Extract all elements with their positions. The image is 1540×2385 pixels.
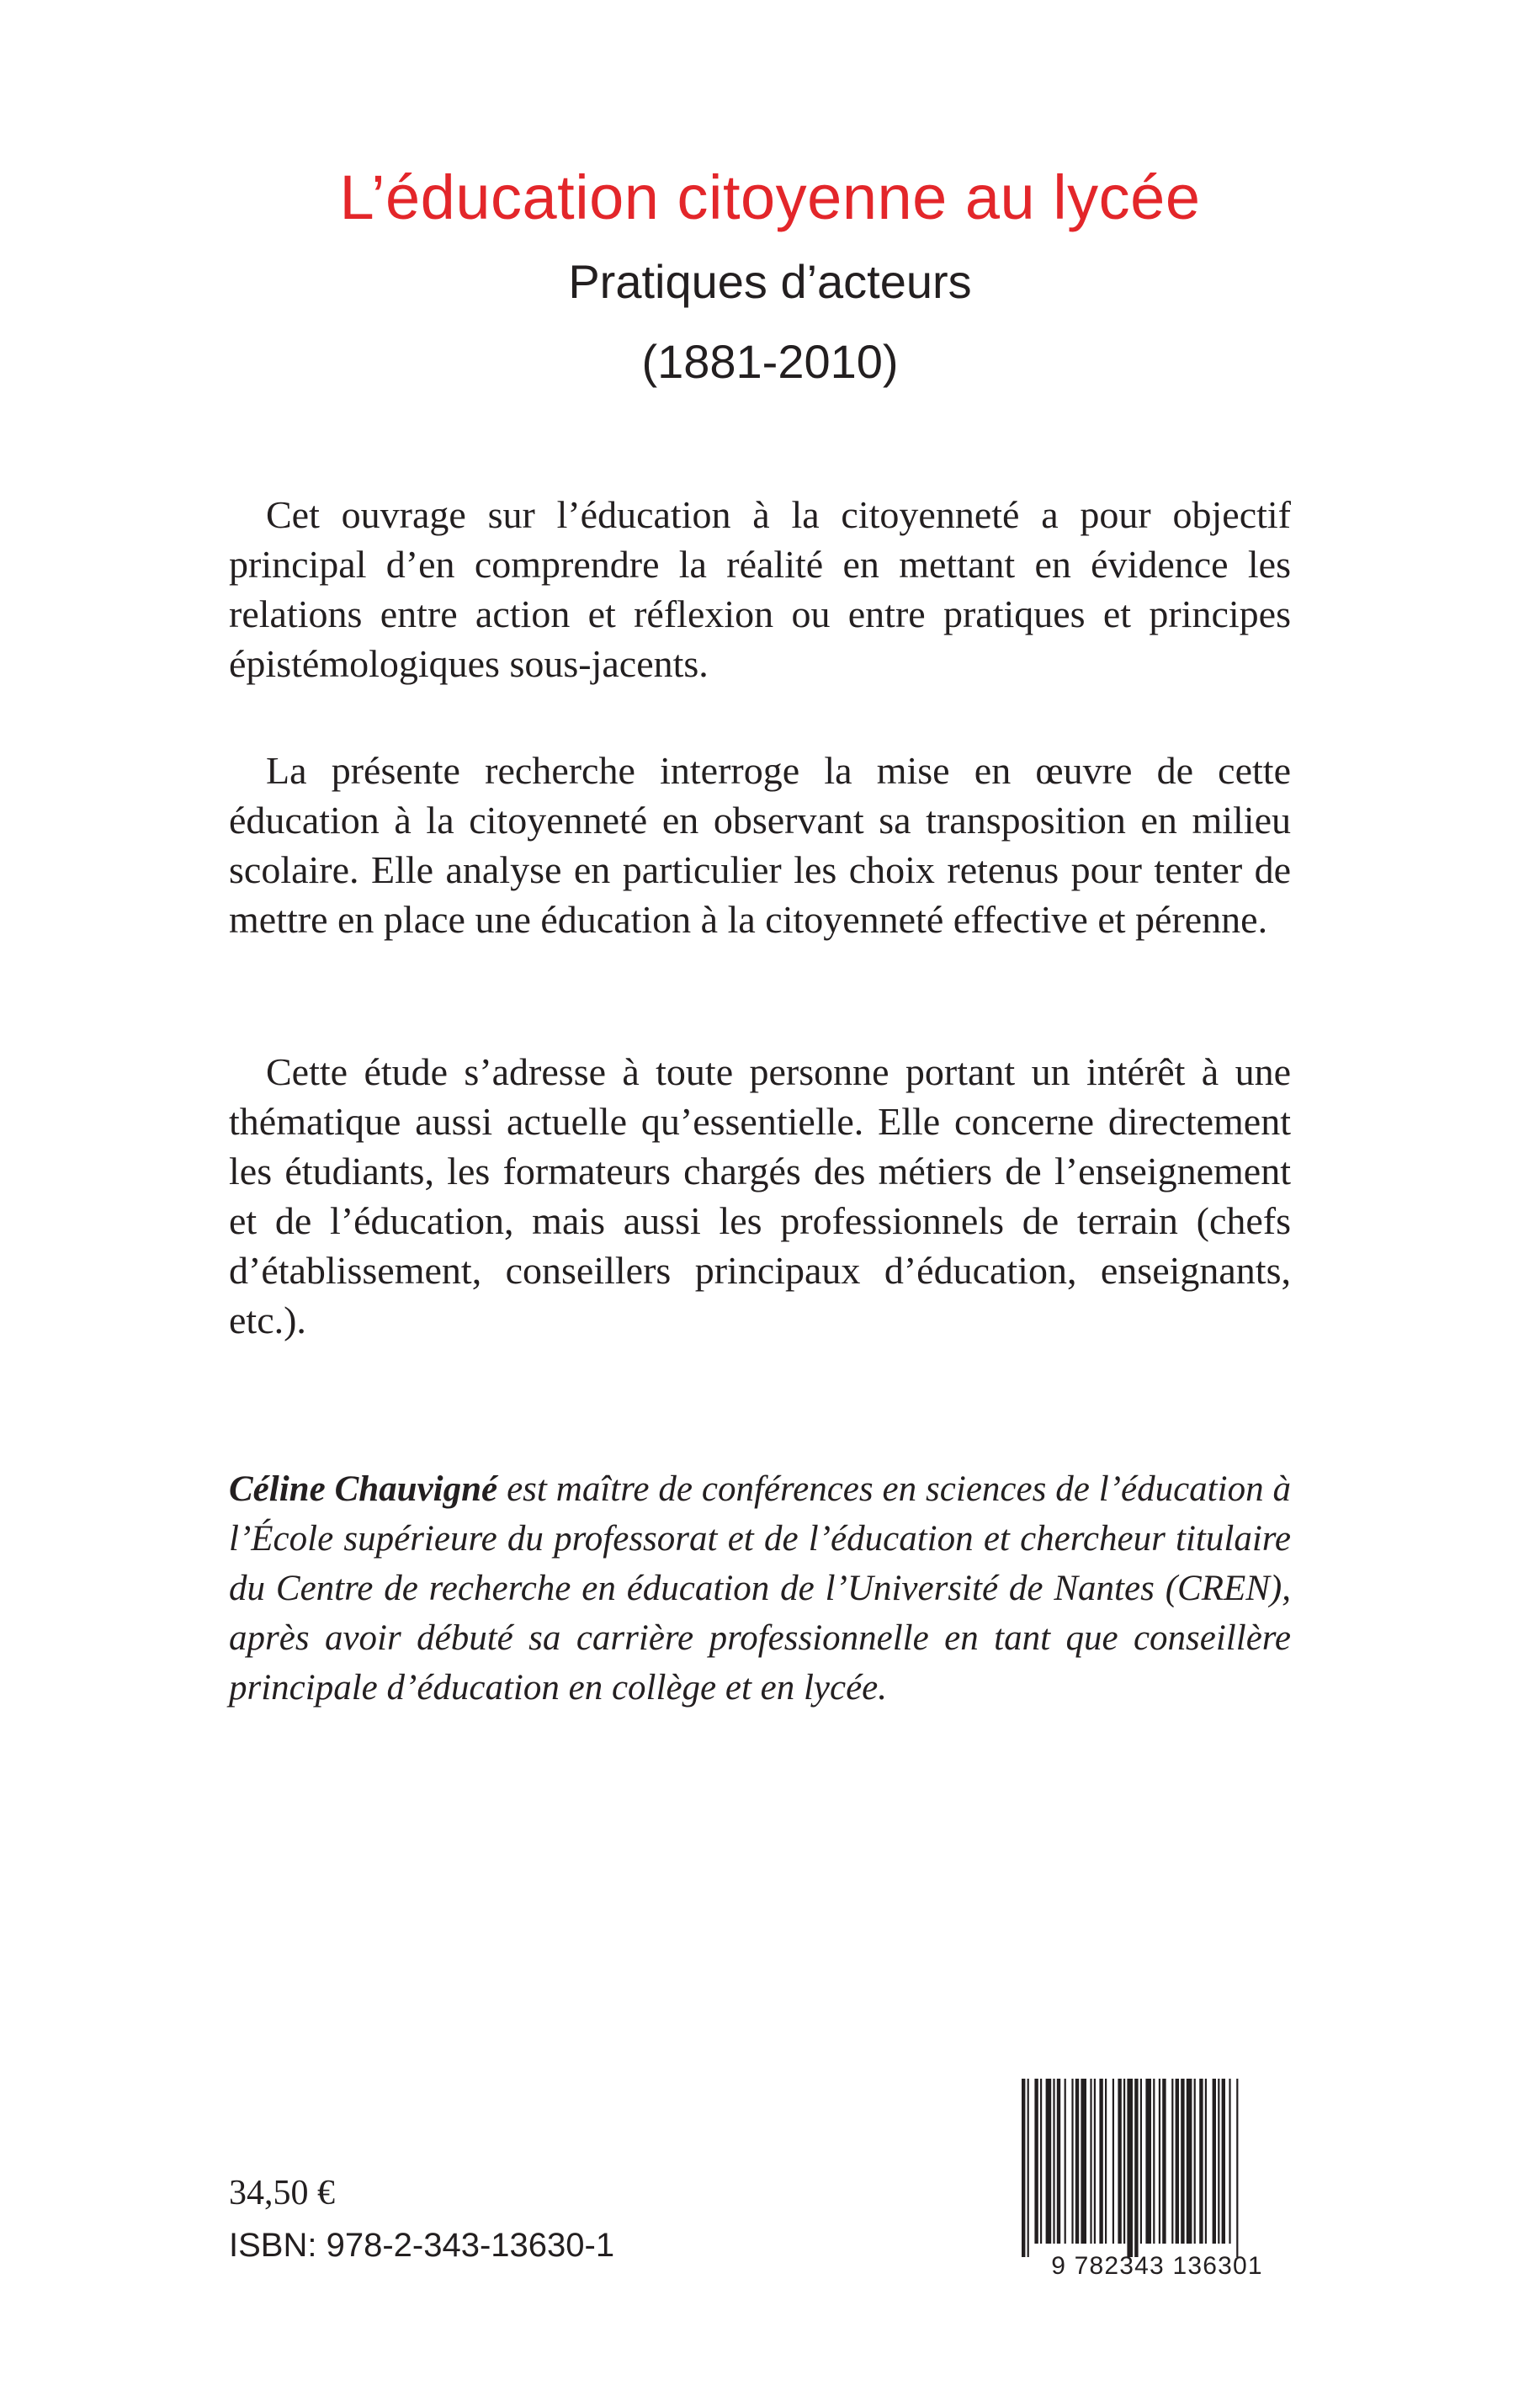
barcode-bar — [1153, 2079, 1155, 2244]
barcode-bar — [1053, 2079, 1054, 2244]
barcode-bar — [1194, 2079, 1196, 2244]
book-price: 34,50 € — [229, 2174, 335, 2212]
barcode-bar — [1022, 2079, 1025, 2257]
author-bio — [229, 1464, 1291, 1713]
barcode-bar — [1105, 2079, 1107, 2244]
barcode-bar — [1071, 2079, 1073, 2244]
barcode-bar — [1140, 2079, 1142, 2244]
barcode-bar — [1028, 2079, 1029, 2257]
barcode-bar — [1090, 2079, 1091, 2244]
book-title: L’éducation citoyenne au lycée — [339, 162, 1201, 232]
barcode-bar — [1145, 2079, 1151, 2244]
book-subtitle: Pratiques d’acteurs — [568, 255, 972, 308]
barcode-bar — [1187, 2079, 1192, 2244]
barcode-bar — [1229, 2079, 1230, 2244]
barcode-digits: 9 782343 136301 — [1051, 2252, 1263, 2280]
barcode-bar — [1065, 2079, 1066, 2244]
barcode-bar — [1034, 2079, 1038, 2244]
barcode-bar — [1162, 2079, 1166, 2244]
barcode-bar — [1205, 2079, 1207, 2244]
author-name: Céline Chauvigné — [229, 1469, 498, 1509]
barcode — [1010, 2079, 1304, 2281]
book-isbn: ISBN: 978-2-343-13630-1 — [229, 2227, 615, 2264]
author-bio-text: est maître de conférences en sciences de l’éducation à l’École supérieure du professorat et de l’éducation et chercheur titulaire du Centre de recherche en éducation de l’Université de Nantes (CREN), après avoir débuté sa carrière professionnelle en tant que conseillère principale d’éducation en collège et en lycée. — [229, 1469, 1292, 1708]
barcode-bar — [1113, 2079, 1114, 2244]
barcode-bar — [1222, 2079, 1225, 2244]
barcode-bar — [1171, 2079, 1173, 2244]
cover-header — [0, 151, 1540, 404]
barcode-bar — [1213, 2079, 1216, 2244]
barcode-bar — [1094, 2079, 1096, 2244]
summary-paragraph-3: Cette étude s’adresse à toute personne portant un intérêt à une thématique aussi actuelle qu’essentielle. Elle concerne directement les étudiants, les formateurs chargés des métiers de l’enseignement et de l’éducation, mais aussi les professionnels de terrain (chefs d’établissement, conseillers principaux d’éducation, enseignants, etc.). — [229, 1050, 1291, 1341]
barcode-bar — [1218, 2079, 1219, 2244]
barcode-bar — [1046, 2079, 1052, 2244]
book-dates: (1881-2010) — [641, 335, 899, 388]
barcode-bar — [1040, 2079, 1042, 2244]
barcode-bar — [1127, 2079, 1133, 2257]
barcode-bar — [1118, 2079, 1121, 2244]
barcode-bar — [1134, 2079, 1138, 2257]
summary-paragraph-2: La présente recherche interroge la mise en œuvre de cette éducation à la citoyenneté en observant sa transposition en milieu scolaire. Elle analyse en particulier les choix retenus pour tenter de mettre en place une éducation à la citoyenneté effective et pérenne. — [229, 749, 1291, 941]
barcode-bar — [1199, 2079, 1203, 2244]
barcode-bar — [1081, 2079, 1086, 2244]
barcode-bar — [1075, 2079, 1079, 2244]
barcode-bars — [1022, 2079, 1238, 2257]
barcode-bar — [1236, 2079, 1238, 2257]
summary-paragraph-1: Cet ouvrage sur l’éducation à la citoyenneté a pour objectif principal d’en comprendre la réalité en mettant en évidence les relations entre action et réflexion ou entre pratiques et principes épistémologiques sous-jacents. — [229, 493, 1291, 685]
barcode-bar — [1181, 2079, 1184, 2244]
barcode-bar — [1159, 2079, 1160, 2244]
barcode-bar — [1176, 2079, 1179, 2244]
barcode-bar — [1123, 2079, 1125, 2244]
barcode-bar — [1099, 2079, 1102, 2244]
barcode-bar — [1057, 2079, 1060, 2244]
